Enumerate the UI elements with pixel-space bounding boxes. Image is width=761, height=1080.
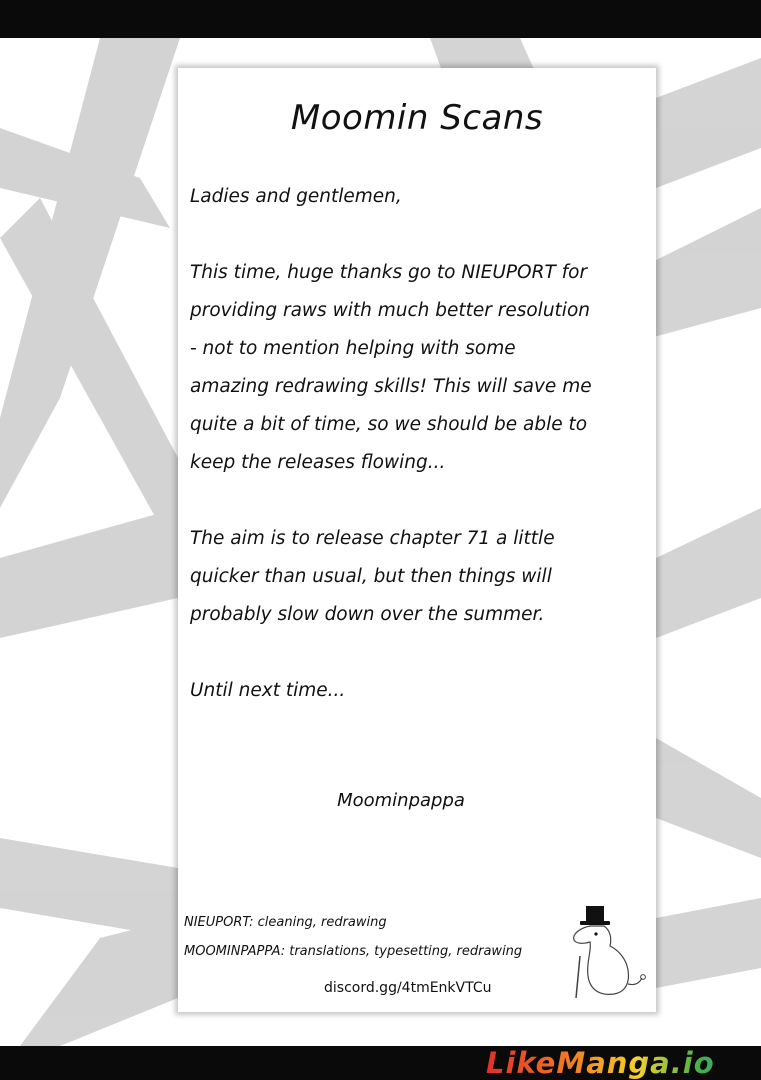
letter-card — [178, 68, 656, 1012]
letter-body — [190, 178, 652, 748]
discord-link[interactable]: discord.gg/4tmEnkVTCu — [324, 980, 492, 996]
top-black-bar — [0, 0, 761, 38]
letter-paragraph: Until next time... — [190, 680, 346, 701]
credits — [184, 908, 584, 966]
letter-paragraph: The aim is to release chapter 71 a little quicker than usual, but then things will probably slow down over the summer. — [190, 528, 555, 625]
watermark-logo: LikeManga.io — [486, 1046, 761, 1080]
letter-paragraph: Ladies and gentlemen, — [190, 186, 402, 207]
moominpappa-icon — [566, 904, 648, 1004]
page-title: Moomin Scans — [290, 98, 544, 138]
credit-line: NIEUPORT: cleaning, redrawing — [184, 915, 387, 930]
signature: Moominpappa — [337, 790, 465, 811]
letter-paragraph: This time, huge thanks go to NIEUPORT for providing raws with much better resolution - not to mention helping with some amazing redrawing skills! This will save me quite a bit of time, so we should be able to keep the releases flowing... — [190, 262, 592, 473]
credit-line: MOOMINPAPPA: translations, typesetting, redrawing — [184, 944, 523, 959]
